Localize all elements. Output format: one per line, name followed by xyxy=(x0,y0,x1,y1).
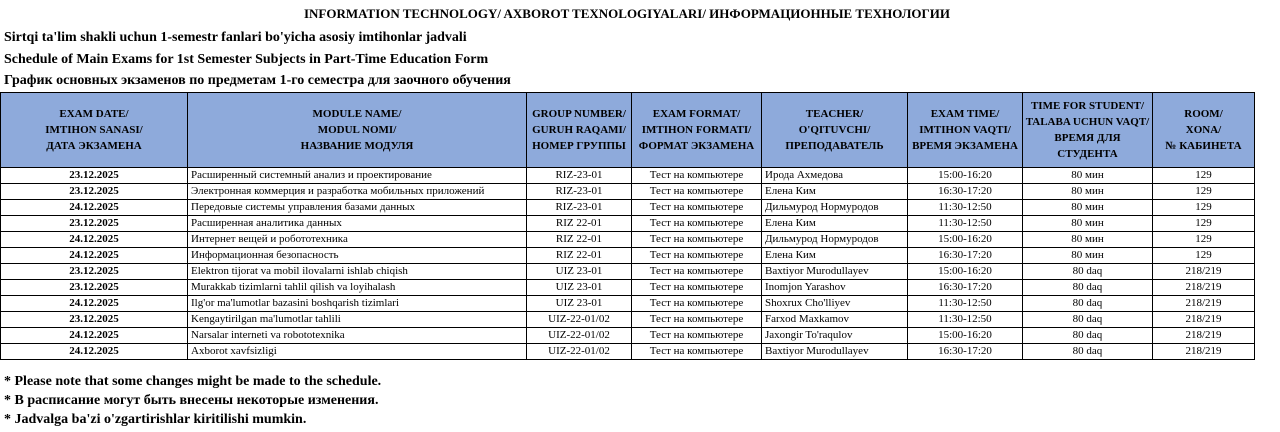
cell-module-name: Kengaytirilgan ma'lumotlar tahlili xyxy=(188,312,527,328)
cell-time-for-student: 80 мин xyxy=(1023,216,1153,232)
header-group-number: GROUP NUMBER/ GURUH RAQAMI/ НОМЕР ГРУППЫ xyxy=(527,93,632,168)
cell-module-name: Расширенный системный анализ и проектирование xyxy=(188,168,527,184)
cell-exam-date: 23.12.2025 xyxy=(1,168,188,184)
note-en: * Please note that some changes might be made to the schedule. xyxy=(4,374,382,389)
cell-exam-date: 23.12.2025 xyxy=(1,312,188,328)
cell-exam-format: Тест на компьютере xyxy=(632,216,762,232)
cell-time-for-student: 80 мин xyxy=(1023,232,1153,248)
cell-time-for-student: 80 daq xyxy=(1023,296,1153,312)
cell-group-number: UIZ-22-01/02 xyxy=(527,344,632,360)
cell-group-number: UIZ 23-01 xyxy=(527,280,632,296)
cell-exam-time: 11:30-12:50 xyxy=(908,312,1023,328)
table-row xyxy=(1,344,1255,360)
cell-module-name: Информационная безопасность xyxy=(188,248,527,264)
subtitle-en: Schedule of Main Exams for 1st Semester Subjects in Part-Time Education Form xyxy=(4,52,489,67)
cell-exam-time: 15:00-16:20 xyxy=(908,168,1023,184)
cell-module-name: Ilg'or ma'lumotlar bazasini boshqarish tizimlari xyxy=(188,296,527,312)
cell-exam-date: 23.12.2025 xyxy=(1,264,188,280)
cell-exam-format: Тест на компьютере xyxy=(632,344,762,360)
cell-exam-format: Тест на компьютере xyxy=(632,296,762,312)
cell-teacher: Jaxongir To'raqulov xyxy=(762,328,908,344)
cell-teacher: Дильмурод Нормуродов xyxy=(762,200,908,216)
table-row xyxy=(1,280,1255,296)
cell-exam-date: 23.12.2025 xyxy=(1,280,188,296)
cell-module-name: Электронная коммерция и разработка мобильных приложений xyxy=(188,184,527,200)
cell-exam-time: 11:30-12:50 xyxy=(908,200,1023,216)
cell-exam-date: 24.12.2025 xyxy=(1,344,188,360)
cell-exam-format: Тест на компьютере xyxy=(632,184,762,200)
cell-exam-time: 15:00-16:20 xyxy=(908,264,1023,280)
cell-exam-time: 16:30-17:20 xyxy=(908,248,1023,264)
cell-module-name: Elektron tijorat va mobil ilovalarni ishlab chiqish xyxy=(188,264,527,280)
table-row xyxy=(1,248,1255,264)
cell-time-for-student: 80 daq xyxy=(1023,312,1153,328)
cell-group-number: RIZ-23-01 xyxy=(527,184,632,200)
header-teacher: TEACHER/ O'QITUVCHI/ ПРЕПОДАВАТЕЛЬ xyxy=(762,93,908,168)
exam-schedule-table xyxy=(0,92,1255,360)
header-room: ROOM/ XONA/ № КАБИНЕТА xyxy=(1153,93,1255,168)
cell-teacher: Ирода Ахмедова xyxy=(762,168,908,184)
cell-exam-time: 16:30-17:20 xyxy=(908,184,1023,200)
subtitle-uz: Sirtqi ta'lim shakli uchun 1-semestr fanlari bo'yicha asosiy imtihonlar jadvali xyxy=(4,30,467,45)
cell-module-name: Расширенная аналитика данных xyxy=(188,216,527,232)
cell-exam-format: Тест на компьютере xyxy=(632,328,762,344)
cell-room: 218/219 xyxy=(1153,312,1255,328)
cell-room: 218/219 xyxy=(1153,280,1255,296)
cell-time-for-student: 80 daq xyxy=(1023,280,1153,296)
cell-exam-date: 24.12.2025 xyxy=(1,232,188,248)
cell-exam-time: 16:30-17:20 xyxy=(908,280,1023,296)
cell-room: 129 xyxy=(1153,184,1255,200)
cell-time-for-student: 80 мин xyxy=(1023,248,1153,264)
cell-exam-date: 24.12.2025 xyxy=(1,200,188,216)
cell-exam-date: 24.12.2025 xyxy=(1,296,188,312)
cell-exam-date: 24.12.2025 xyxy=(1,248,188,264)
header-time-for-student: TIME FOR STUDENT/ TALABA UCHUN VAQT/ ВРЕМЯ ДЛЯ СТУДЕНТА xyxy=(1023,93,1153,168)
cell-room: 129 xyxy=(1153,216,1255,232)
cell-teacher: Baxtiyor Murodullayev xyxy=(762,344,908,360)
header-exam-time: EXAM TIME/ IMTIHON VAQTI/ ВРЕМЯ ЭКЗАМЕНА xyxy=(908,93,1023,168)
cell-time-for-student: 80 daq xyxy=(1023,328,1153,344)
cell-exam-format: Тест на компьютере xyxy=(632,248,762,264)
cell-time-for-student: 80 daq xyxy=(1023,264,1153,280)
cell-exam-time: 11:30-12:50 xyxy=(908,216,1023,232)
cell-module-name: Murakkab tizimlarni tahlil qilish va loyihalash xyxy=(188,280,527,296)
table-row xyxy=(1,312,1255,328)
cell-teacher: Елена Ким xyxy=(762,216,908,232)
cell-module-name: Передовые системы управления базами данных xyxy=(188,200,527,216)
cell-group-number: RIZ 22-01 xyxy=(527,216,632,232)
cell-exam-format: Тест на компьютере xyxy=(632,312,762,328)
subtitle-ru: График основных экзаменов по предметам 1-го семестра для заочного обучения xyxy=(4,73,511,88)
note-uz: * Jadvalga ba'zi o'zgartirishlar kiritilishi mumkin. xyxy=(4,412,307,427)
cell-room: 218/219 xyxy=(1153,264,1255,280)
cell-room: 129 xyxy=(1153,168,1255,184)
cell-room: 218/219 xyxy=(1153,344,1255,360)
cell-time-for-student: 80 мин xyxy=(1023,200,1153,216)
cell-room: 129 xyxy=(1153,248,1255,264)
cell-module-name: Narsalar interneti va robototexnika xyxy=(188,328,527,344)
cell-exam-format: Тест на компьютере xyxy=(632,168,762,184)
table-row xyxy=(1,296,1255,312)
table-row xyxy=(1,168,1255,184)
table-row xyxy=(1,232,1255,248)
cell-room: 129 xyxy=(1153,200,1255,216)
cell-group-number: RIZ 22-01 xyxy=(527,248,632,264)
cell-room: 218/219 xyxy=(1153,296,1255,312)
cell-teacher: Shoxrux Cho'lliyev xyxy=(762,296,908,312)
cell-exam-date: 24.12.2025 xyxy=(1,328,188,344)
cell-module-name: Интернет вещей и робототехника xyxy=(188,232,527,248)
cell-group-number: RIZ-23-01 xyxy=(527,168,632,184)
cell-exam-time: 15:00-16:20 xyxy=(908,232,1023,248)
cell-teacher: Baxtiyor Murodullayev xyxy=(762,264,908,280)
cell-exam-format: Тест на компьютере xyxy=(632,200,762,216)
cell-exam-time: 16:30-17:20 xyxy=(908,344,1023,360)
cell-teacher: Елена Ким xyxy=(762,184,908,200)
cell-module-name: Axborot xavfsizligi xyxy=(188,344,527,360)
header-exam-date: EXAM DATE/ IMTIHON SANASI/ ДАТА ЭКЗАМЕНА xyxy=(1,93,188,168)
cell-group-number: UIZ-22-01/02 xyxy=(527,328,632,344)
cell-group-number: RIZ-23-01 xyxy=(527,200,632,216)
cell-teacher: Елена Ким xyxy=(762,248,908,264)
table-row xyxy=(1,264,1255,280)
cell-teacher: Farxod Maxkamov xyxy=(762,312,908,328)
table-row xyxy=(1,216,1255,232)
cell-time-for-student: 80 daq xyxy=(1023,344,1153,360)
note-ru: * В расписание могут быть внесены некоторые изменения. xyxy=(4,393,379,408)
cell-exam-date: 23.12.2025 xyxy=(1,216,188,232)
cell-exam-time: 11:30-12:50 xyxy=(908,296,1023,312)
cell-time-for-student: 80 мин xyxy=(1023,184,1153,200)
cell-group-number: UIZ 23-01 xyxy=(527,296,632,312)
cell-exam-date: 23.12.2025 xyxy=(1,184,188,200)
table-row xyxy=(1,328,1255,344)
cell-group-number: UIZ-22-01/02 xyxy=(527,312,632,328)
cell-exam-format: Тест на компьютере xyxy=(632,232,762,248)
cell-teacher: Дильмурод Нормуродов xyxy=(762,232,908,248)
cell-group-number: UIZ 23-01 xyxy=(527,264,632,280)
document-title: INFORMATION TECHNOLOGY/ AXBOROT TEXNOLOGIYALARI/ ИНФОРМАЦИОННЫЕ ТЕХНОЛОГИИ xyxy=(303,6,951,21)
cell-room: 129 xyxy=(1153,232,1255,248)
cell-room: 218/219 xyxy=(1153,328,1255,344)
cell-exam-format: Тест на компьютере xyxy=(632,264,762,280)
header-exam-format: EXAM FORMAT/ IMTIHON FORMATI/ ФОРМАТ ЭКЗАМЕНА xyxy=(632,93,762,168)
cell-time-for-student: 80 мин xyxy=(1023,168,1153,184)
cell-exam-format: Тест на компьютере xyxy=(632,280,762,296)
cell-teacher: Inomjon Yarashov xyxy=(762,280,908,296)
table-row xyxy=(1,200,1255,216)
header-module-name: MODULE NAME/ MODUL NOMI/ НАЗВАНИЕ МОДУЛЯ xyxy=(188,93,527,168)
cell-exam-time: 15:00-16:20 xyxy=(908,328,1023,344)
table-row xyxy=(1,184,1255,200)
cell-group-number: RIZ 22-01 xyxy=(527,232,632,248)
